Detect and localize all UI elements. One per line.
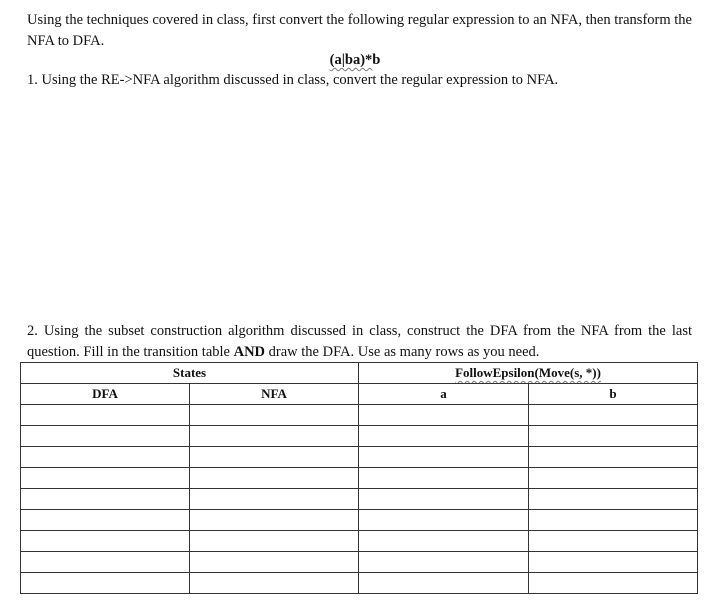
table-cell-nfa[interactable]	[190, 510, 359, 531]
intro-text: Using the techniques covered in class, first convert the following regular expression to an NFA, then transform the NFA to DFA.	[27, 12, 692, 49]
table-cell-a[interactable]	[359, 552, 529, 573]
table-cell-nfa[interactable]	[190, 426, 359, 447]
table-cell-b[interactable]	[529, 552, 698, 573]
table-cell-nfa[interactable]	[190, 552, 359, 573]
table-cell-b[interactable]	[529, 573, 698, 594]
table-cell-dfa[interactable]	[21, 510, 190, 531]
table-cell-a[interactable]	[359, 489, 529, 510]
table-cell-a[interactable]	[359, 447, 529, 468]
table-row	[21, 510, 698, 531]
table-row	[21, 552, 698, 573]
table-row	[21, 489, 698, 510]
transitions-header	[359, 363, 698, 384]
table-cell-nfa[interactable]	[190, 468, 359, 489]
column-header-b: b	[529, 384, 698, 405]
column-header-a: a	[359, 384, 529, 405]
table-cell-dfa[interactable]	[21, 489, 190, 510]
table-cell-a[interactable]	[359, 405, 529, 426]
states-header: States	[21, 363, 359, 384]
question-2-text-a: 2. Using the subset construction algorithm discussed in class, construct the DFA from the NFA from the last question. Fill in the transition table	[27, 323, 692, 360]
table-row	[21, 447, 698, 468]
table-row	[21, 531, 698, 552]
table-cell-b[interactable]	[529, 531, 698, 552]
table-cell-dfa[interactable]	[21, 552, 190, 573]
table-cell-dfa[interactable]	[21, 447, 190, 468]
table-cell-b[interactable]	[529, 426, 698, 447]
table-row	[21, 405, 698, 426]
table-cell-a[interactable]	[359, 468, 529, 489]
table-cell-b[interactable]	[529, 468, 698, 489]
table-cell-nfa[interactable]	[190, 573, 359, 594]
table-cell-nfa[interactable]	[190, 447, 359, 468]
table-group-header-row	[21, 363, 698, 384]
table-cell-a[interactable]	[359, 531, 529, 552]
table-cell-b[interactable]	[529, 405, 698, 426]
table-cell-a[interactable]	[359, 426, 529, 447]
table-cell-b[interactable]	[529, 510, 698, 531]
table-cell-dfa[interactable]	[21, 573, 190, 594]
column-header-dfa: DFA	[21, 384, 190, 405]
table-cell-nfa[interactable]	[190, 405, 359, 426]
question-1: 1. Using the RE->NFA algorithm discussed in class, convert the regular expression to NFA.	[27, 72, 559, 88]
regex-tail: b	[372, 52, 381, 68]
regular-expression	[0, 52, 710, 69]
question-2-emphasis: AND	[233, 344, 266, 360]
follow-epsilon-label: FollowEpsilon(Move(s, *))	[455, 365, 601, 380]
table-cell-b[interactable]	[529, 447, 698, 468]
table-cell-a[interactable]	[359, 510, 529, 531]
table-cell-dfa[interactable]	[21, 405, 190, 426]
table-row	[21, 468, 698, 489]
table-column-header-row	[21, 384, 698, 405]
table-cell-a[interactable]	[359, 573, 529, 594]
transition-table	[20, 362, 698, 594]
column-header-nfa: NFA	[190, 384, 359, 405]
table-cell-b[interactable]	[529, 489, 698, 510]
table-cell-dfa[interactable]	[21, 426, 190, 447]
table-cell-nfa[interactable]	[190, 531, 359, 552]
table-cell-nfa[interactable]	[190, 489, 359, 510]
table-row	[21, 573, 698, 594]
table-cell-dfa[interactable]	[21, 468, 190, 489]
regex-group: (a|ba)*	[329, 52, 373, 68]
question-2	[27, 321, 692, 363]
table-cell-dfa[interactable]	[21, 531, 190, 552]
table-row	[21, 426, 698, 447]
question-2-text-b: draw the DFA. Use as many rows as you need.	[265, 344, 540, 360]
